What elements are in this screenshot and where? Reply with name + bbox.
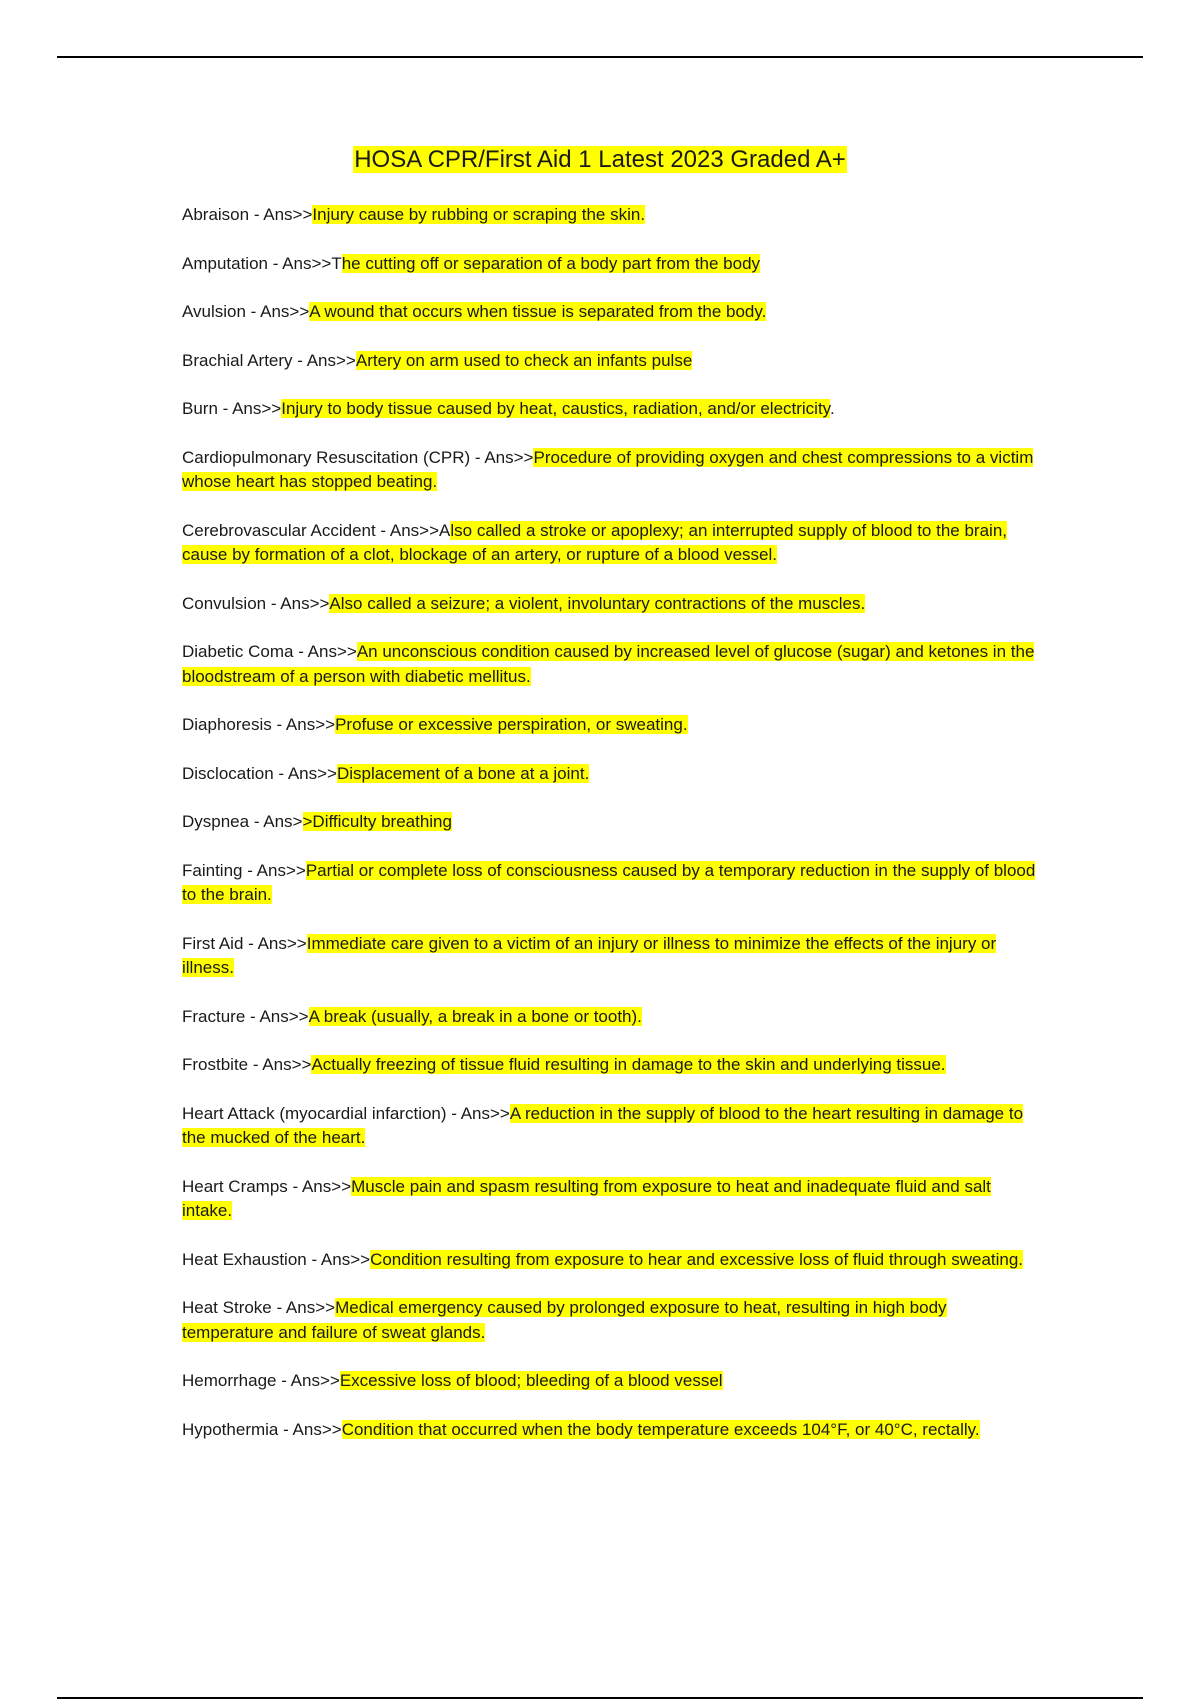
glossary-entry	[182, 397, 1042, 422]
title-block	[0, 143, 1200, 177]
entry-term: Burn - Ans>>	[182, 399, 282, 418]
entry-term: Brachial Artery - Ans>>	[182, 350, 356, 370]
glossary-entry	[182, 810, 1042, 835]
entry-term: Amputation - Ans>>T	[182, 253, 342, 273]
entry-term: Fracture - Ans>>	[182, 1006, 309, 1026]
glossary-entry	[182, 592, 1042, 617]
entry-definition: >Difficulty breathing	[302, 812, 452, 831]
entry-definition: Condition that occurred when the body temperature exceeds 104°F, or 40°C, rectally.	[341, 1419, 980, 1439]
glossary-entry	[182, 519, 1042, 568]
glossary-entry	[182, 300, 1042, 325]
entry-term: Cardiopulmonary Resuscitation (CPR) - Ans>>	[182, 447, 534, 467]
entry-term: Diaphoresis - Ans>>	[182, 715, 336, 734]
entry-term: Dyspnea - Ans>	[182, 812, 303, 831]
glossary-entry	[182, 640, 1042, 689]
entry-term: Heat Stroke - Ans>>	[182, 1298, 336, 1317]
bottom-rule	[57, 1697, 1143, 1699]
entry-definition: Condition resulting from exposure to hear and excessive loss of fluid through sweating.	[370, 1249, 1024, 1269]
entry-definition: Also called a seizure; a violent, involuntary contractions of the muscles.	[329, 593, 866, 613]
glossary-entry	[182, 1296, 1042, 1345]
entry-term: Fainting - Ans>>	[182, 860, 306, 880]
glossary-entry	[182, 762, 1042, 787]
entry-tail: .	[829, 399, 835, 418]
glossary-entry	[182, 859, 1042, 908]
glossary-list	[182, 203, 1042, 1466]
entry-definition: lso called a stroke or apoplexy; an interrupted supply of blood to the brain, cause by formation of a clot, blockage of an artery, or rupture of a blood vessel.	[182, 520, 1007, 564]
glossary-entry	[182, 1175, 1042, 1224]
entry-definition: Procedure of providing oxygen and chest compressions to a victim whose heart has stopped beating.	[182, 447, 1034, 491]
glossary-entry	[182, 1248, 1042, 1273]
entry-definition: An unconscious condition caused by increased level of glucose (sugar) and ketones in the bloodstream of a person with diabetic mellitus.	[182, 642, 1035, 686]
entry-definition: Displacement of a bone at a joint.	[336, 763, 590, 783]
entry-term: Heart Cramps - Ans>>	[182, 1176, 352, 1196]
glossary-entry	[182, 203, 1042, 228]
entry-definition: A break (usually, a break in a bone or tooth).	[308, 1006, 642, 1026]
entry-term: First Aid - Ans>>	[182, 933, 307, 953]
entry-definition: Profuse or excessive perspiration, or sweating.	[335, 715, 688, 734]
top-rule	[57, 56, 1143, 58]
entry-definition: Medical emergency caused by prolonged exposure to heat, resulting in high body temperature and failure of sweat glands.	[182, 1298, 947, 1342]
entry-definition: Injury cause by rubbing or scraping the skin.	[312, 205, 646, 224]
entry-definition: Partial or complete loss of consciousness caused by a temporary reduction in the supply of blood to the brain.	[182, 860, 1036, 904]
entry-definition: Injury to body tissue caused by heat, caustics, radiation, and/or electricity	[281, 399, 830, 418]
glossary-entry	[182, 1005, 1042, 1030]
entry-definition: Muscle pain and spasm resulting from exposure to heat and inadequate fluid and salt intake.	[182, 1176, 991, 1220]
glossary-entry	[182, 932, 1042, 981]
entry-term: Cerebrovascular Accident - Ans>>A	[182, 520, 451, 540]
glossary-entry	[182, 446, 1042, 495]
entry-term: Diabetic Coma - Ans>>	[182, 642, 357, 661]
entry-term: Abraison - Ans>>	[182, 205, 313, 224]
entry-term: Convulsion - Ans>>	[182, 593, 330, 613]
entry-definition: he cutting off or separation of a body part from the body	[341, 253, 761, 273]
entry-definition: Actually freezing of tissue fluid resulting in damage to the skin and underlying tissue.	[311, 1055, 946, 1074]
glossary-entry	[182, 252, 1042, 277]
entry-term: Disclocation - Ans>>	[182, 763, 337, 783]
entry-definition: Immediate care given to a victim of an injury or illness to minimize the effects of the injury or illness.	[182, 933, 997, 977]
glossary-entry	[182, 1418, 1042, 1443]
entry-term: Frostbite - Ans>>	[182, 1055, 312, 1074]
page-title: HOSA CPR/First Aid 1 Latest 2023 Graded A+	[354, 146, 846, 173]
entry-term: Heart Attack (myocardial infarction) - Ans>>	[182, 1103, 510, 1123]
entry-term: Hemorrhage - Ans>>	[182, 1371, 340, 1390]
entry-term: Hypothermia - Ans>>	[182, 1419, 342, 1439]
glossary-entry	[182, 713, 1042, 738]
entry-definition: Excessive loss of blood; bleeding of a blood vessel	[339, 1371, 723, 1390]
glossary-entry	[182, 1102, 1042, 1151]
entry-term: Avulsion - Ans>>	[182, 302, 310, 321]
entry-term: Heat Exhaustion - Ans>>	[182, 1249, 371, 1269]
entry-definition: A reduction in the supply of blood to the heart resulting in damage to the mucked of the heart.	[182, 1103, 1024, 1147]
entry-definition: A wound that occurs when tissue is separated from the body.	[309, 302, 767, 321]
glossary-entry	[182, 1369, 1042, 1394]
entry-definition: Artery on arm used to check an infants pulse	[355, 350, 693, 370]
glossary-entry	[182, 1053, 1042, 1078]
glossary-entry	[182, 349, 1042, 374]
